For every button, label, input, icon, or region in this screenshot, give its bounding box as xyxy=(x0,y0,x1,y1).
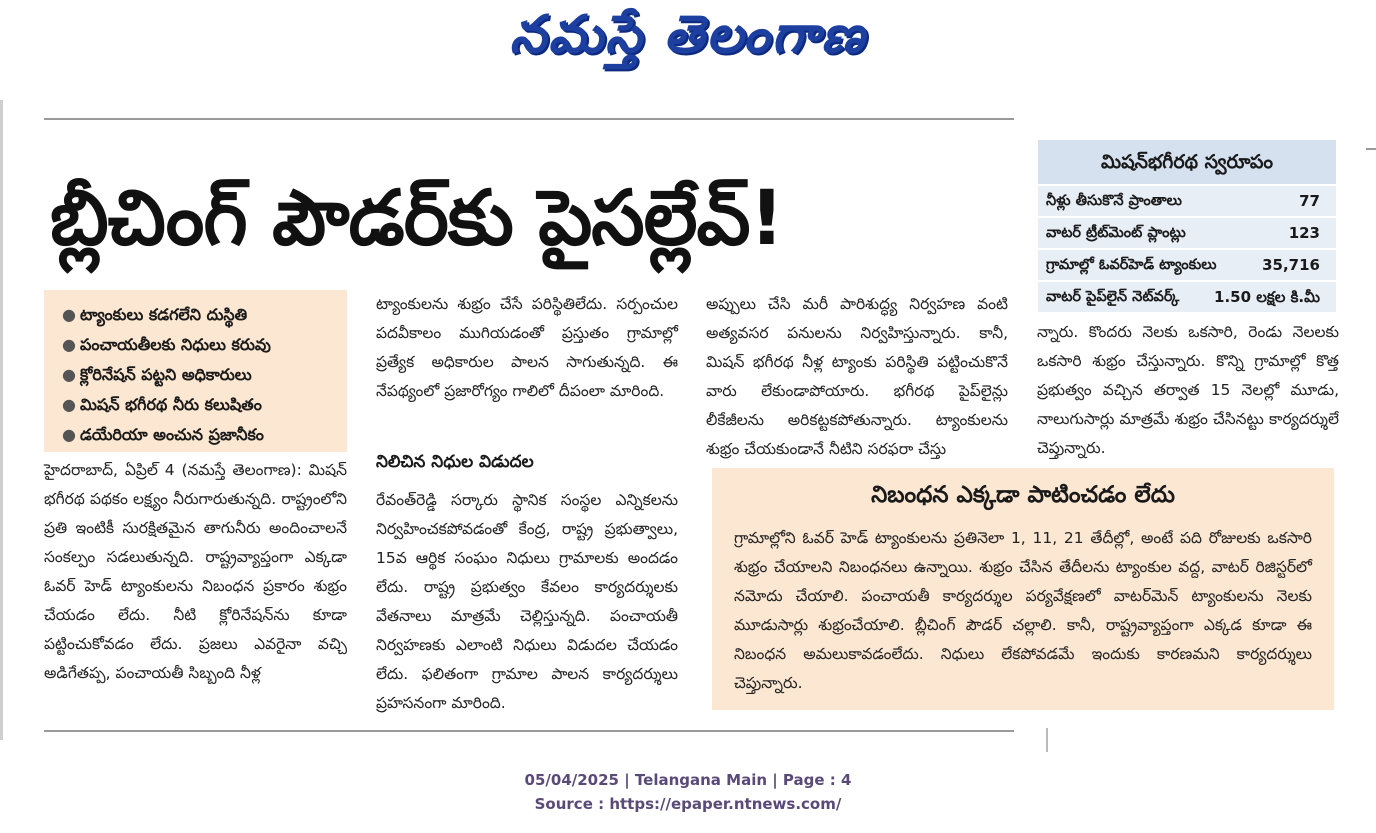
newspaper-logo: నమస్తే తెలంగాణ xyxy=(509,4,867,65)
rules-box-title: నిబంధన ఎక్కడా పాటించడం లేదు xyxy=(871,482,1175,508)
rules-box-body: గ్రామాల్లోని ఓవర్ హెడ్ ట్యాంకులను ప్రతినెలా 1, 11, 21 తేదీల్లో, అంటే పది రోజులకు ఒకసారి శుభ్రం చేయాలని నిబంధనలు ఉన్నాయి. శుభ్రం చేసిన తేదీలను ట్యాంకుల వద్ద, వాటర్ రిజిస్టర్‌లో నమోదు చేయాలి. పంచాయతీ కార్యదర్శుల పర్యవేక్షణలో వాటర్‌మెన్ ట్యాంకులను నెలకు మూడుసార్లు శుభ్రంచేయాలి. బ్లీచింగ్ పౌడర్ చల్లాలి. కానీ, రాష్ట్రవ్యాప్తంగా ఎక్కడ కూడా ఈ నిబంధన అమలుకావడంలేదు. నిధులు లేకపోవడమే ఇందుకు కారణమని కార్యదర్శులు చెప్తున్నారు. xyxy=(734,529,1312,692)
source-link[interactable]: Source : https://epaper.ntnews.com/ xyxy=(534,795,842,813)
infobox-row: వాటర్ పైప్‌లైన్ నెట్‌వర్క్ 1.50 లక్షల కి.మీ xyxy=(1038,280,1336,312)
bottom-divider xyxy=(44,730,1014,732)
top-divider xyxy=(44,118,1014,120)
mission-bhagiratha-infobox xyxy=(1038,140,1336,312)
column-divider xyxy=(1046,728,1048,752)
bullet-icon: ● xyxy=(62,365,76,384)
article-headline: బ్లీచింగ్ పౌడర్‌కు పైసల్లేవ్! xyxy=(50,173,784,262)
infobox-title: మిషన్‌భగీరథ స్వరూపం xyxy=(1038,140,1336,184)
rules-sidebar-box xyxy=(712,468,1334,710)
highlight-item: ● క్లోరినేషన్ పట్టని అధికారులు xyxy=(62,360,347,390)
infobox-row: గ్రామాల్లో ఓవర్‌హెడ్ ట్యాంకులు 35,716 xyxy=(1038,248,1336,280)
highlight-item: ● మిషన్ భగీరథ నీరు కలుషితం xyxy=(62,390,347,420)
bullet-icon: ● xyxy=(62,395,76,414)
right-edge-rule xyxy=(1366,148,1376,150)
infobox-row: నీళ్లు తీసుకొనే ప్రాంతాలు 77 xyxy=(1038,184,1336,216)
page-footer xyxy=(0,768,1376,816)
article-column-1: హైదరాబాద్, ఏప్రిల్ 4 (నమస్తే తెలంగాణ): మిషన్ భగీరథ పథకం లక్ష్యం నీరుగారుతున్నది. రాష్ట్రంలోని ప్రతి ఇంటికీ సురక్షితమైన తాగునీరు అందించాలనే సంకల్పం సడలుతున్నది. రాష్ట్రవ్యాప్తంగా ఎక్కడా ఓవర్ హెడ్ ట్యాంకులను నిబంధన ప్రకారం శుభ్రం చేయడం లేదు. నీటి క్లోరినేషన్‌ను కూడా పట్టించుకోవడం లేదు. ప్రజలు ఎవరైనా వచ్చి అడిగేతప్ప, పంచాయతీ సిబ్బంది నీళ్ల xyxy=(44,461,347,682)
highlight-item: ● ట్యాంకులు కడగలేని దుస్థితి xyxy=(62,300,347,330)
page-edge-rule xyxy=(0,100,3,740)
highlights-box xyxy=(44,290,347,452)
article-column-4: న్నారు. కొందరు నెలకు ఒకసారి, రెండు నెలలకు ఒకసారి శుభ్రం చేస్తున్నారు. కొన్ని గ్రామాల్లో కొత్త ప్రభుత్వం వచ్చిన తర్వాత 15 నెలల్లో మూడు, నాలుగుసార్లు మాత్రమే శుభ్రం చేసినట్టు కార్యదర్శులే చెప్తున్నారు. xyxy=(1037,323,1339,457)
article-column-3: అప్పులు చేసి మరీ పారిశుద్ధ్య నిర్వహణ వంటి అత్యవసర పనులను నిర్వహిస్తున్నారు. కానీ, మిషన్ భగీరథ నీళ్ల ట్యాంకు పరిస్థితి పట్టించుకొనే వారు లేకుండాపోయారు. భగీరథ పైప్‌లైన్లు లీకేజీలను అరికట్టకపోతున్నారు. ట్యాంకులను శుభ్రం చేయకుండానే నీటిని సరఫరా చేస్తు xyxy=(706,295,1008,458)
infobox-row: వాటర్ ట్రీట్‌మెంట్ ప్లాంట్లు 123 xyxy=(1038,216,1336,248)
highlight-item: ● పంచాయతీలకు నిధులు కరువు xyxy=(62,330,347,360)
masthead xyxy=(0,0,1376,82)
article-subheading: నిలిచిన నిధుల విడుదల xyxy=(376,452,534,472)
edition-info: 05/04/2025 | Telangana Main | Page : 4 xyxy=(524,771,852,789)
article-column-2-continued: రేవంత్‌రెడ్డి సర్కారు స్థానిక సంస్థల ఎన్నికలను నిర్వహించకపోవడంతో కేంద్ర, రాష్ట్ర ప్రభుత్వాలు, 15వ ఆర్థిక సంఘం నిధులు గ్రామాలకు అందడం లేదు. రాష్ట్ర ప్రభుత్వం కేవలం కార్యదర్శులకు వేతనాలు మాత్రమే చెల్లిస్తున్నది. పంచాయతీ నిర్వహణకు ఎలాంటి నిధులు విడుదల చేయడం లేదు. ఫలితంగా గ్రామాల పాలన కార్యదర్శులు ప్రహసనంగా మారింది. xyxy=(376,491,678,712)
bullet-icon: ● xyxy=(62,305,76,324)
bullet-icon: ● xyxy=(62,335,76,354)
bullet-icon: ● xyxy=(62,425,76,444)
highlight-item: ● డయేరియా అంచున ప్రజానీకం xyxy=(62,420,347,450)
article-column-2: ట్యాంకులను శుభ్రం చేసే పరిస్థితిలేదు. సర్పంచుల పదవీకాలం ముగియడంతో ప్రస్తుతం గ్రామాల్లో ప్రత్యేక అధికారుల పాలన సాగుతున్నది. ఈ నేపథ్యంలో ప్రజారోగ్యం గాలిలో దీపంలా మారింది. xyxy=(376,295,678,400)
